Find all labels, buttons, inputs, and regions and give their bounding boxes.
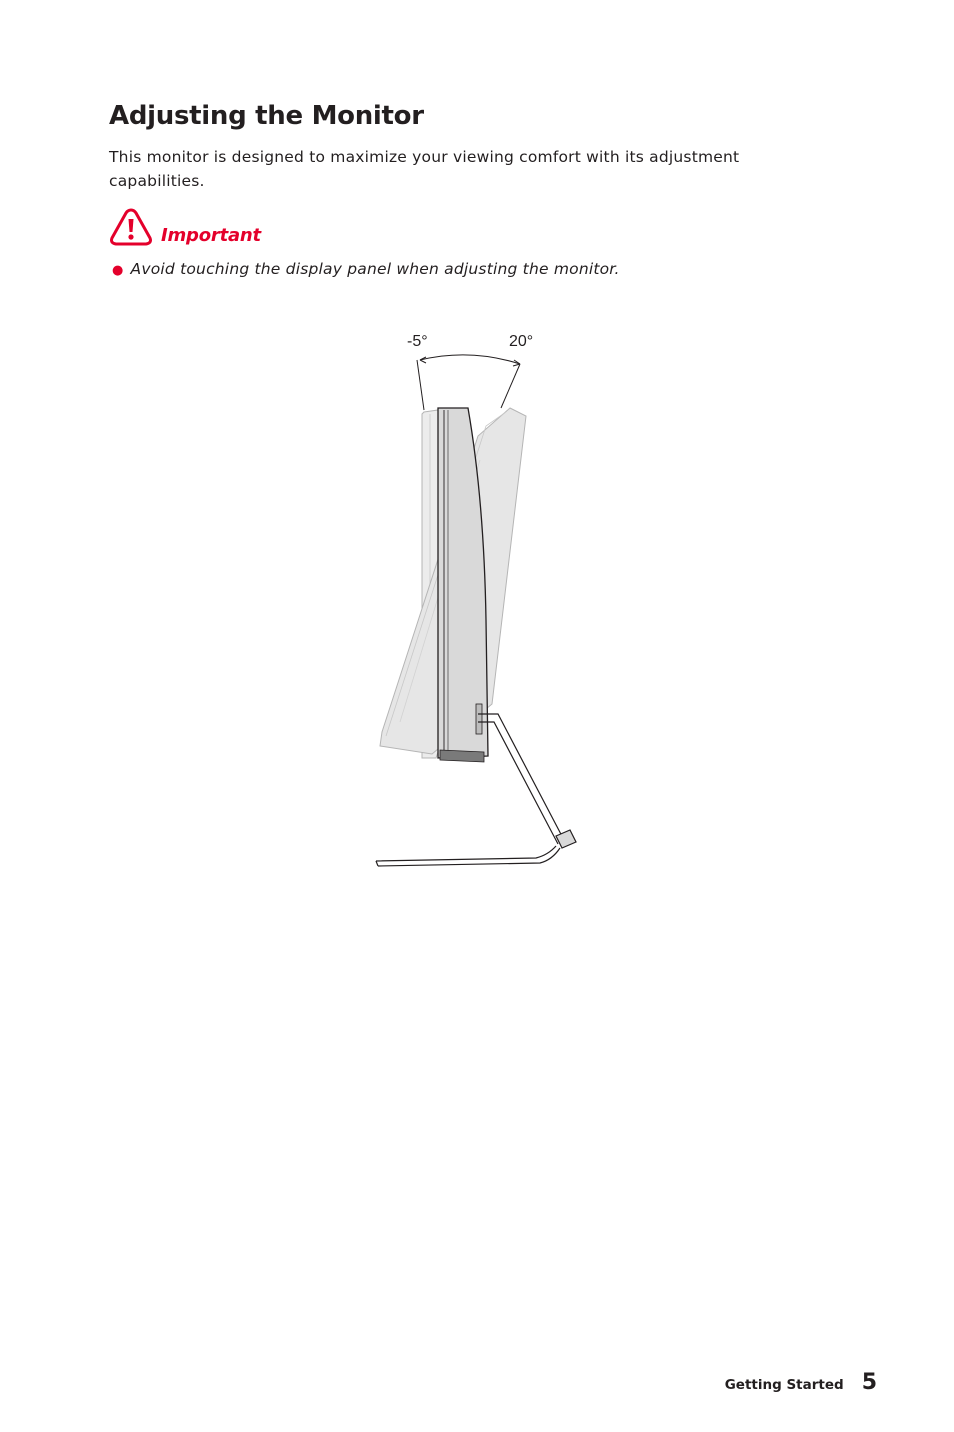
tilt-max-label: 20° xyxy=(509,333,534,350)
note-text: Avoid touching the display panel when adjusting the monitor. xyxy=(130,260,620,278)
monitor-tilt-illustration xyxy=(360,320,600,880)
page-footer xyxy=(725,1370,877,1395)
tilt-min-label: -5° xyxy=(407,333,428,350)
page-number: 5 xyxy=(861,1370,877,1395)
warning-icon xyxy=(109,207,153,247)
list-item xyxy=(112,257,620,283)
intro-paragraph: This monitor is designed to maximize your viewing comfort with its adjustment capabilities. xyxy=(109,148,740,190)
important-callout xyxy=(109,205,261,247)
tilt-angle-arc xyxy=(417,355,520,410)
monitor-tilt-diagram xyxy=(360,320,600,880)
important-notes-list xyxy=(112,257,620,283)
monitor-stand-base xyxy=(376,846,560,866)
bullet-icon: ● xyxy=(112,263,124,278)
page-title: Adjusting the Monitor xyxy=(109,101,424,131)
monitor-stand-neck xyxy=(478,714,576,848)
important-label: Important xyxy=(161,225,261,246)
footer-section-title: Getting Started xyxy=(724,1377,844,1393)
